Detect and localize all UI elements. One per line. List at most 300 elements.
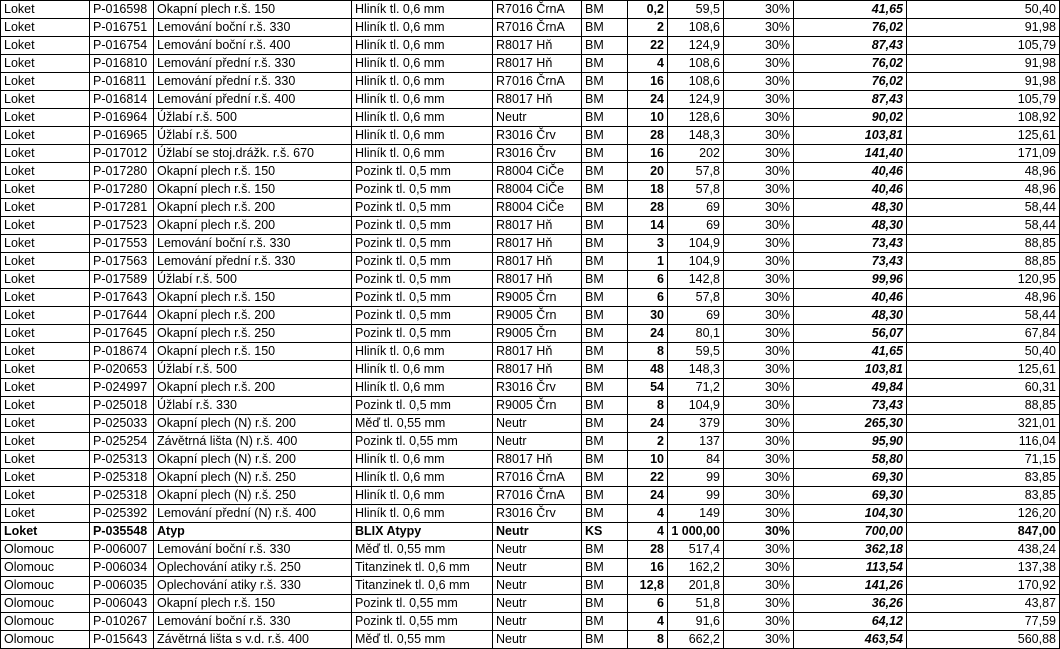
color-cell: R7016 ČrnA <box>493 19 582 37</box>
item-name-cell: Lemování boční r.š. 330 <box>154 235 352 253</box>
unit-cell: BM <box>582 577 628 595</box>
list-price-cell: 57,8 <box>668 163 724 181</box>
total-cell: 43,87 <box>907 595 1060 613</box>
code-cell: P-016964 <box>90 109 154 127</box>
unit-cell: BM <box>582 505 628 523</box>
unit-price-cell: 48,30 <box>794 307 907 325</box>
quantity-cell: 2 <box>628 19 668 37</box>
branch-cell: Loket <box>1 361 90 379</box>
unit-price-cell: 113,54 <box>794 559 907 577</box>
table-row <box>1 559 1060 577</box>
total-cell: 171,09 <box>907 145 1060 163</box>
material-cell: Pozink tl. 0,5 mm <box>352 271 493 289</box>
color-cell: R3016 Črv <box>493 505 582 523</box>
unit-cell: BM <box>582 379 628 397</box>
unit-cell: BM <box>582 55 628 73</box>
color-cell: Neutr <box>493 559 582 577</box>
total-cell: 58,44 <box>907 199 1060 217</box>
unit-price-cell: 73,43 <box>794 235 907 253</box>
material-cell: Hliník tl. 0,6 mm <box>352 55 493 73</box>
unit-price-cell: 76,02 <box>794 73 907 91</box>
list-price-cell: 91,6 <box>668 613 724 631</box>
quantity-cell: 16 <box>628 73 668 91</box>
table-row <box>1 361 1060 379</box>
material-cell: Titanzinek tl. 0,6 mm <box>352 559 493 577</box>
color-cell: R8017 Hň <box>493 235 582 253</box>
table-row <box>1 541 1060 559</box>
quantity-cell: 4 <box>628 523 668 541</box>
item-name-cell: Okapní plech r.š. 150 <box>154 343 352 361</box>
list-price-cell: 201,8 <box>668 577 724 595</box>
unit-cell: BM <box>582 145 628 163</box>
material-cell: Pozink tl. 0,5 mm <box>352 289 493 307</box>
list-price-cell: 1 000,00 <box>668 523 724 541</box>
quantity-cell: 18 <box>628 181 668 199</box>
total-cell: 321,01 <box>907 415 1060 433</box>
color-cell: R8017 Hň <box>493 451 582 469</box>
branch-cell: Loket <box>1 253 90 271</box>
quantity-cell: 54 <box>628 379 668 397</box>
color-cell: R9005 Črn <box>493 307 582 325</box>
color-cell: R8004 CiČe <box>493 181 582 199</box>
unit-cell: BM <box>582 433 628 451</box>
color-cell: Neutr <box>493 109 582 127</box>
unit-cell: BM <box>582 271 628 289</box>
item-name-cell: Okapní plech r.š. 200 <box>154 307 352 325</box>
material-cell: Pozink tl. 0,5 mm <box>352 253 493 271</box>
table-row <box>1 505 1060 523</box>
discount-cell: 30% <box>724 145 794 163</box>
item-name-cell: Oplechování atiky r.š. 330 <box>154 577 352 595</box>
table-row <box>1 199 1060 217</box>
item-name-cell: Úžlabí r.š. 500 <box>154 361 352 379</box>
list-price-cell: 108,6 <box>668 19 724 37</box>
code-cell: P-006034 <box>90 559 154 577</box>
material-cell: Hliník tl. 0,6 mm <box>352 505 493 523</box>
table-row <box>1 271 1060 289</box>
list-price-cell: 379 <box>668 415 724 433</box>
branch-cell: Loket <box>1 271 90 289</box>
table-row <box>1 235 1060 253</box>
code-cell: P-016814 <box>90 91 154 109</box>
material-cell: Pozink tl. 0,5 mm <box>352 217 493 235</box>
quantity-cell: 4 <box>628 55 668 73</box>
unit-cell: KS <box>582 523 628 541</box>
branch-cell: Loket <box>1 235 90 253</box>
list-price-cell: 142,8 <box>668 271 724 289</box>
total-cell: 137,38 <box>907 559 1060 577</box>
branch-cell: Olomouc <box>1 613 90 631</box>
unit-price-cell: 362,18 <box>794 541 907 559</box>
total-cell: 48,96 <box>907 163 1060 181</box>
unit-price-cell: 104,30 <box>794 505 907 523</box>
table-row <box>1 415 1060 433</box>
unit-price-cell: 463,54 <box>794 631 907 649</box>
quantity-cell: 24 <box>628 487 668 505</box>
unit-price-cell: 700,00 <box>794 523 907 541</box>
color-cell: R8017 Hň <box>493 217 582 235</box>
material-cell: Pozink tl. 0,55 mm <box>352 595 493 613</box>
code-cell: P-017645 <box>90 325 154 343</box>
quantity-cell: 8 <box>628 343 668 361</box>
code-cell: P-025254 <box>90 433 154 451</box>
material-cell: Hliník tl. 0,6 mm <box>352 361 493 379</box>
discount-cell: 30% <box>724 73 794 91</box>
table-row <box>1 397 1060 415</box>
material-cell: Titanzinek tl. 0,6 mm <box>352 577 493 595</box>
item-name-cell: Lemování boční r.š. 330 <box>154 541 352 559</box>
item-name-cell: Lemování přední r.š. 330 <box>154 73 352 91</box>
material-cell: Hliník tl. 0,6 mm <box>352 91 493 109</box>
discount-cell: 30% <box>724 523 794 541</box>
branch-cell: Olomouc <box>1 559 90 577</box>
list-price-cell: 148,3 <box>668 361 724 379</box>
branch-cell: Loket <box>1 343 90 361</box>
total-cell: 58,44 <box>907 307 1060 325</box>
material-cell: BLIX Atypy <box>352 523 493 541</box>
code-cell: P-017280 <box>90 163 154 181</box>
table-row <box>1 631 1060 649</box>
material-cell: Hliník tl. 0,6 mm <box>352 451 493 469</box>
unit-cell: BM <box>582 343 628 361</box>
item-name-cell: Okapní plech (N) r.š. 200 <box>154 415 352 433</box>
unit-cell: BM <box>582 109 628 127</box>
discount-cell: 30% <box>724 541 794 559</box>
item-name-cell: Závětrná lišta (N) r.š. 400 <box>154 433 352 451</box>
item-name-cell: Lemování boční r.š. 330 <box>154 613 352 631</box>
branch-cell: Loket <box>1 1 90 19</box>
unit-price-cell: 40,46 <box>794 289 907 307</box>
table-row <box>1 109 1060 127</box>
unit-cell: BM <box>582 19 628 37</box>
total-cell: 560,88 <box>907 631 1060 649</box>
unit-cell: BM <box>582 541 628 559</box>
material-cell: Pozink tl. 0,5 mm <box>352 199 493 217</box>
unit-price-cell: 48,30 <box>794 217 907 235</box>
discount-cell: 30% <box>724 577 794 595</box>
discount-cell: 30% <box>724 559 794 577</box>
unit-price-cell: 40,46 <box>794 163 907 181</box>
list-price-cell: 57,8 <box>668 181 724 199</box>
branch-cell: Loket <box>1 307 90 325</box>
total-cell: 77,59 <box>907 613 1060 631</box>
branch-cell: Loket <box>1 109 90 127</box>
branch-cell: Loket <box>1 127 90 145</box>
total-cell: 67,84 <box>907 325 1060 343</box>
table-row <box>1 523 1060 541</box>
branch-cell: Loket <box>1 451 90 469</box>
unit-cell: BM <box>582 415 628 433</box>
code-cell: P-020653 <box>90 361 154 379</box>
unit-cell: BM <box>582 73 628 91</box>
table-row <box>1 379 1060 397</box>
unit-cell: BM <box>582 181 628 199</box>
code-cell: P-017280 <box>90 181 154 199</box>
material-cell: Pozink tl. 0,5 mm <box>352 307 493 325</box>
quantity-cell: 6 <box>628 595 668 613</box>
material-cell: Hliník tl. 0,6 mm <box>352 73 493 91</box>
code-cell: P-025313 <box>90 451 154 469</box>
table-row <box>1 37 1060 55</box>
list-price-cell: 51,8 <box>668 595 724 613</box>
quantity-cell: 6 <box>628 271 668 289</box>
list-price-cell: 104,9 <box>668 235 724 253</box>
item-name-cell: Úžlabí se stoj.drážk. r.š. 670 <box>154 145 352 163</box>
quantity-cell: 30 <box>628 307 668 325</box>
unit-price-cell: 141,40 <box>794 145 907 163</box>
item-name-cell: Závětrná lišta s v.d. r.š. 400 <box>154 631 352 649</box>
quantity-cell: 22 <box>628 37 668 55</box>
discount-cell: 30% <box>724 235 794 253</box>
item-name-cell: Lemování boční r.š. 330 <box>154 19 352 37</box>
material-cell: Měď tl. 0,55 mm <box>352 631 493 649</box>
discount-cell: 30% <box>724 37 794 55</box>
discount-cell: 30% <box>724 19 794 37</box>
material-cell: Hliník tl. 0,6 mm <box>352 109 493 127</box>
quantity-cell: 14 <box>628 217 668 235</box>
discount-cell: 30% <box>724 55 794 73</box>
list-price-cell: 137 <box>668 433 724 451</box>
code-cell: P-016811 <box>90 73 154 91</box>
color-cell: R8017 Hň <box>493 271 582 289</box>
total-cell: 71,15 <box>907 451 1060 469</box>
list-price-cell: 69 <box>668 199 724 217</box>
color-cell: R7016 ČrnA <box>493 487 582 505</box>
branch-cell: Loket <box>1 397 90 415</box>
discount-cell: 30% <box>724 289 794 307</box>
quantity-cell: 24 <box>628 91 668 109</box>
table-row <box>1 595 1060 613</box>
code-cell: P-016965 <box>90 127 154 145</box>
item-name-cell: Okapní plech r.š. 150 <box>154 289 352 307</box>
branch-cell: Loket <box>1 145 90 163</box>
unit-cell: BM <box>582 163 628 181</box>
branch-cell: Loket <box>1 163 90 181</box>
table-row <box>1 613 1060 631</box>
material-cell: Hliník tl. 0,6 mm <box>352 469 493 487</box>
list-price-cell: 84 <box>668 451 724 469</box>
total-cell: 60,31 <box>907 379 1060 397</box>
branch-cell: Loket <box>1 199 90 217</box>
color-cell: R8017 Hň <box>493 253 582 271</box>
item-name-cell: Okapní plech r.š. 150 <box>154 163 352 181</box>
discount-cell: 30% <box>724 1 794 19</box>
code-cell: P-017644 <box>90 307 154 325</box>
quantity-cell: 24 <box>628 325 668 343</box>
branch-cell: Loket <box>1 433 90 451</box>
table-row <box>1 163 1060 181</box>
table-row <box>1 73 1060 91</box>
color-cell: R3016 Črv <box>493 127 582 145</box>
branch-cell: Loket <box>1 73 90 91</box>
color-cell: Neutr <box>493 523 582 541</box>
code-cell: P-016754 <box>90 37 154 55</box>
list-price-cell: 128,6 <box>668 109 724 127</box>
quantity-cell: 10 <box>628 109 668 127</box>
quantity-cell: 1 <box>628 253 668 271</box>
code-cell: P-017563 <box>90 253 154 271</box>
list-price-cell: 57,8 <box>668 289 724 307</box>
unit-cell: BM <box>582 253 628 271</box>
unit-cell: BM <box>582 595 628 613</box>
item-name-cell: Okapní plech r.š. 200 <box>154 199 352 217</box>
quantity-cell: 12,8 <box>628 577 668 595</box>
unit-cell: BM <box>582 235 628 253</box>
list-price-cell: 69 <box>668 307 724 325</box>
unit-cell: BM <box>582 1 628 19</box>
item-name-cell: Okapní plech r.š. 200 <box>154 379 352 397</box>
code-cell: P-025392 <box>90 505 154 523</box>
material-cell: Pozink tl. 0,55 mm <box>352 433 493 451</box>
discount-cell: 30% <box>724 379 794 397</box>
unit-cell: BM <box>582 559 628 577</box>
material-cell: Pozink tl. 0,5 mm <box>352 163 493 181</box>
unit-price-cell: 103,81 <box>794 361 907 379</box>
discount-cell: 30% <box>724 397 794 415</box>
quantity-cell: 2 <box>628 433 668 451</box>
material-cell: Pozink tl. 0,55 mm <box>352 613 493 631</box>
color-cell: Neutr <box>493 595 582 613</box>
branch-cell: Loket <box>1 289 90 307</box>
table-row <box>1 469 1060 487</box>
branch-cell: Loket <box>1 181 90 199</box>
table-row <box>1 307 1060 325</box>
quantity-cell: 16 <box>628 559 668 577</box>
unit-price-cell: 58,80 <box>794 451 907 469</box>
code-cell: P-017281 <box>90 199 154 217</box>
total-cell: 105,79 <box>907 37 1060 55</box>
list-price-cell: 148,3 <box>668 127 724 145</box>
branch-cell: Loket <box>1 415 90 433</box>
table-row <box>1 253 1060 271</box>
discount-cell: 30% <box>724 253 794 271</box>
table-row <box>1 127 1060 145</box>
color-cell: R9005 Črn <box>493 325 582 343</box>
code-cell: P-016598 <box>90 1 154 19</box>
branch-cell: Loket <box>1 217 90 235</box>
unit-price-cell: 40,46 <box>794 181 907 199</box>
quantity-cell: 28 <box>628 199 668 217</box>
unit-cell: BM <box>582 289 628 307</box>
unit-cell: BM <box>582 37 628 55</box>
color-cell: Neutr <box>493 613 582 631</box>
item-name-cell: Okapní plech (N) r.š. 200 <box>154 451 352 469</box>
unit-cell: BM <box>582 307 628 325</box>
table-row <box>1 343 1060 361</box>
code-cell: P-010267 <box>90 613 154 631</box>
unit-cell: BM <box>582 91 628 109</box>
branch-cell: Loket <box>1 487 90 505</box>
color-cell: Neutr <box>493 541 582 559</box>
discount-cell: 30% <box>724 343 794 361</box>
unit-cell: BM <box>582 199 628 217</box>
code-cell: P-015643 <box>90 631 154 649</box>
code-cell: P-006043 <box>90 595 154 613</box>
total-cell: 48,96 <box>907 289 1060 307</box>
total-cell: 91,98 <box>907 55 1060 73</box>
total-cell: 126,20 <box>907 505 1060 523</box>
code-cell: P-017553 <box>90 235 154 253</box>
table-body <box>1 1 1060 649</box>
table-row <box>1 451 1060 469</box>
total-cell: 83,85 <box>907 469 1060 487</box>
color-cell: R3016 Črv <box>493 379 582 397</box>
unit-cell: BM <box>582 397 628 415</box>
item-name-cell: Okapní plech (N) r.š. 250 <box>154 487 352 505</box>
discount-cell: 30% <box>724 505 794 523</box>
quantity-cell: 22 <box>628 469 668 487</box>
discount-cell: 30% <box>724 271 794 289</box>
color-cell: R8004 CiČe <box>493 163 582 181</box>
total-cell: 88,85 <box>907 235 1060 253</box>
unit-cell: BM <box>582 487 628 505</box>
quantity-cell: 8 <box>628 397 668 415</box>
material-cell: Pozink tl. 0,5 mm <box>352 181 493 199</box>
discount-cell: 30% <box>724 469 794 487</box>
total-cell: 48,96 <box>907 181 1060 199</box>
unit-price-cell: 141,26 <box>794 577 907 595</box>
list-price-cell: 104,9 <box>668 397 724 415</box>
unit-cell: BM <box>582 217 628 235</box>
total-cell: 88,85 <box>907 397 1060 415</box>
total-cell: 91,98 <box>907 19 1060 37</box>
total-cell: 125,61 <box>907 361 1060 379</box>
discount-cell: 30% <box>724 415 794 433</box>
unit-price-cell: 73,43 <box>794 253 907 271</box>
quantity-cell: 24 <box>628 415 668 433</box>
quantity-cell: 48 <box>628 361 668 379</box>
color-cell: R3016 Črv <box>493 145 582 163</box>
total-cell: 847,00 <box>907 523 1060 541</box>
item-name-cell: Lemování přední r.š. 330 <box>154 253 352 271</box>
material-cell: Měď tl. 0,55 mm <box>352 541 493 559</box>
discount-cell: 30% <box>724 613 794 631</box>
color-cell: R8017 Hň <box>493 55 582 73</box>
unit-price-cell: 56,07 <box>794 325 907 343</box>
total-cell: 83,85 <box>907 487 1060 505</box>
total-cell: 120,95 <box>907 271 1060 289</box>
unit-price-cell: 41,65 <box>794 1 907 19</box>
item-name-cell: Úžlabí r.š. 330 <box>154 397 352 415</box>
color-cell: R8017 Hň <box>493 91 582 109</box>
table-row <box>1 1 1060 19</box>
branch-cell: Loket <box>1 19 90 37</box>
code-cell: P-016810 <box>90 55 154 73</box>
unit-price-cell: 48,30 <box>794 199 907 217</box>
unit-cell: BM <box>582 325 628 343</box>
color-cell: Neutr <box>493 631 582 649</box>
branch-cell: Loket <box>1 379 90 397</box>
color-cell: Neutr <box>493 415 582 433</box>
list-price-cell: 80,1 <box>668 325 724 343</box>
unit-price-cell: 87,43 <box>794 91 907 109</box>
unit-price-cell: 99,96 <box>794 271 907 289</box>
table-row <box>1 433 1060 451</box>
color-cell: R7016 ČrnA <box>493 469 582 487</box>
table-row <box>1 91 1060 109</box>
code-cell: P-024997 <box>90 379 154 397</box>
unit-price-cell: 36,26 <box>794 595 907 613</box>
discount-cell: 30% <box>724 487 794 505</box>
material-cell: Hliník tl. 0,6 mm <box>352 19 493 37</box>
discount-cell: 30% <box>724 631 794 649</box>
color-cell: R9005 Črn <box>493 289 582 307</box>
discount-cell: 30% <box>724 127 794 145</box>
code-cell: P-025018 <box>90 397 154 415</box>
list-price-cell: 124,9 <box>668 37 724 55</box>
branch-cell: Loket <box>1 91 90 109</box>
branch-cell: Loket <box>1 523 90 541</box>
